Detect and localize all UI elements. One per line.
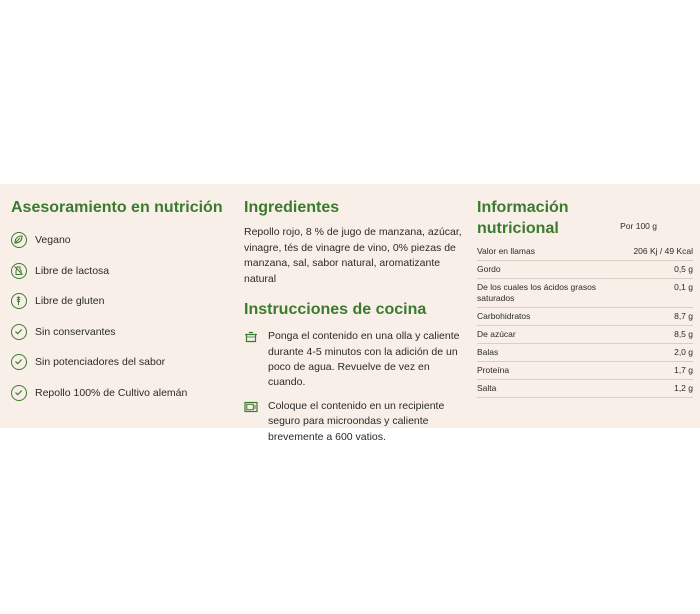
check-icon — [11, 354, 27, 370]
nutrient-value: 206 Kj / 49 Kcal — [633, 246, 693, 256]
nutrition-row — [477, 380, 693, 398]
nutrition-advice-column — [11, 197, 226, 414]
nutrient-label: De los cuales los ácidos grasos saturados — [477, 282, 597, 303]
benefit-item-lactose-free — [11, 262, 226, 280]
nutrition-row — [477, 279, 693, 308]
benefit-item-vegan — [11, 231, 226, 249]
nutrient-label: Gordo — [477, 264, 501, 274]
per-100g-label: Por 100 g — [620, 221, 657, 231]
nutrient-value: 0,1 g — [674, 282, 693, 292]
benefit-list — [11, 231, 226, 402]
nutrition-facts-column — [477, 197, 693, 398]
ingredients-column — [244, 197, 462, 445]
cooking-step — [244, 399, 462, 445]
nutrient-value: 1,2 g — [674, 383, 693, 393]
nutrient-label: De azúcar — [477, 329, 516, 339]
nutrition-table — [477, 243, 693, 398]
cooking-step-text: Coloque el contenido en un recipiente seguro para microondas y caliente brevemente a 600 vatios. — [268, 400, 445, 443]
benefit-label: Repollo 100% de Cultivo alemán — [35, 386, 188, 399]
benefit-label: Sin potenciadores del sabor — [35, 356, 166, 368]
nutrition-facts-title-line1: Información — [477, 199, 569, 216]
pot-icon — [244, 331, 258, 343]
ingredients-title: Ingredientes — [244, 199, 340, 216]
nutrient-value: 2,0 g — [674, 347, 693, 357]
nutrient-label: Carbohidratos — [477, 311, 531, 321]
nutrient-value: 0,5 g — [674, 264, 693, 274]
benefit-item-no-flavor-enhancers — [11, 353, 226, 371]
benefit-label: Sin conservantes — [35, 325, 116, 338]
check-icon — [11, 385, 27, 401]
benefit-item-german-cabbage — [11, 384, 226, 402]
nutrient-label: Balas — [477, 347, 499, 357]
nutrient-label: Proteína — [477, 365, 510, 375]
nutrition-row — [477, 344, 693, 362]
nutrition-advice-title: Asesoramiento en nutrición — [11, 199, 223, 216]
nutrient-value: 8,5 g — [674, 329, 693, 339]
wheat-icon — [11, 293, 27, 309]
benefit-item-no-preservatives — [11, 323, 226, 341]
nutrient-label: Salta — [477, 383, 497, 393]
nutrition-row — [477, 362, 693, 380]
microwave-icon — [244, 401, 258, 413]
benefit-label: Libre de gluten — [35, 295, 105, 307]
ingredients-text: Repollo rojo, 8 % de jugo de manzana, azúcar, vinagre, tés de vinagre de vino, 0% piezas de manzana, sal, sabor natural, aromatizante natural — [244, 226, 462, 285]
cooking-step — [244, 329, 462, 390]
product-info-panel — [0, 184, 700, 443]
leaf-icon — [11, 232, 27, 248]
benefit-item-gluten-free — [11, 292, 226, 310]
nutrient-label: Valor en llamas — [477, 246, 535, 256]
nutrition-row — [477, 308, 693, 326]
check-icon — [11, 324, 27, 340]
nutrition-row — [477, 243, 693, 261]
nutrition-row — [477, 326, 693, 344]
cooking-step-text: Ponga el contenido en una olla y caliente durante 4-5 minutos con la adición de un poco de agua. Revuelve de vez en cuando. — [268, 330, 460, 388]
benefit-label: Libre de lactosa — [35, 264, 110, 277]
milk-free-icon — [11, 263, 27, 279]
nutrient-value: 8,7 g — [674, 311, 693, 321]
benefit-label: Vegano — [35, 234, 71, 246]
nutrition-row — [477, 261, 693, 279]
cooking-instructions-title: Instrucciones de cocina — [244, 301, 427, 319]
nutrient-value: 1,7 g — [674, 365, 693, 375]
nutrition-facts-header — [477, 197, 693, 239]
nutrition-facts-title-line2: nutricional — [477, 220, 559, 237]
